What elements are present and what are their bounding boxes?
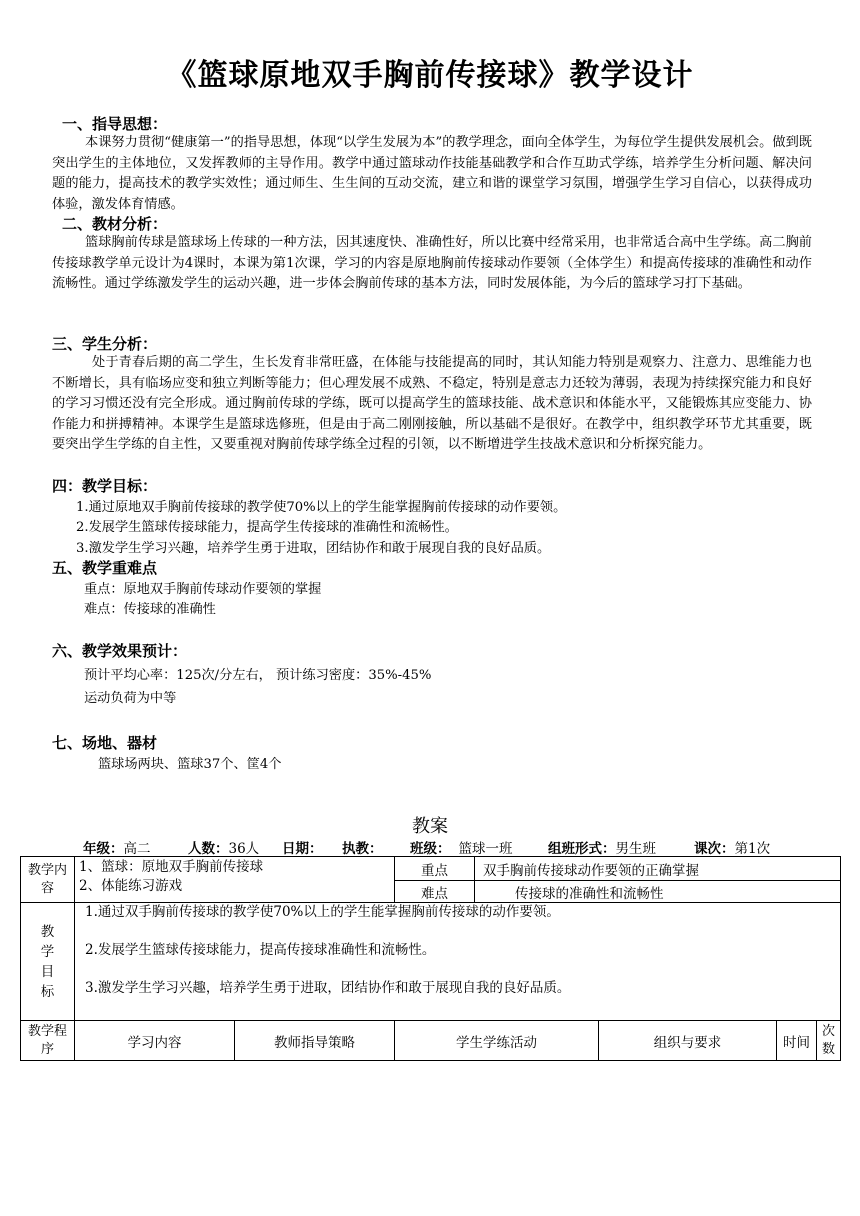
teaching-content-line: 1、篮球：原地双手胸前传接球 bbox=[79, 859, 264, 875]
lesson-plan-table bbox=[20, 856, 841, 1061]
difficult-point-label: 难点 bbox=[395, 881, 475, 903]
document-title: 《篮球原地双手胸前传接球》教学设计 bbox=[166, 58, 694, 93]
section-text-material-analysis: 篮球胸前传球是篮球场上传球的一种方法，因其速度快、准确性好，所以比赛中经常采用，也非常适合高中生学练。高二胸前传接球教学单元设计为4课时，本课为第1次课，学习的内容是原地胸前传接球动作要领（全体学生）和提高传接球的准确性和动作流畅性。通过学练激发学生的运动兴趣，进一步体会胸前传球的基本方法，同时发展体能，为今后的篮球学习打下基础。 bbox=[52, 235, 812, 291]
section-heading-student-analysis: 三、学生分析： bbox=[52, 335, 158, 353]
section-heading-teaching-goals: 四：教学目标： bbox=[52, 477, 158, 495]
teaching-goal-item: 1.通过原地双手胸前传接球的教学使70%以上的学生能掌握胸前传接球的动作要领。 bbox=[76, 500, 567, 515]
key-point-text: 重点：原地双手胸前传球动作要领的掌握 bbox=[84, 582, 322, 597]
meta-lesson-number: 课次：第1次 bbox=[694, 841, 771, 857]
section-heading-key-difficult: 五、教学重难点 bbox=[52, 559, 158, 577]
procedure-label: 教学程序 bbox=[21, 1021, 75, 1061]
teaching-goals-label bbox=[21, 903, 75, 1021]
teaching-content-line: 2、体能练习游戏 bbox=[79, 878, 183, 894]
column-header-time: 时间 bbox=[777, 1021, 817, 1061]
key-point-label: 重点 bbox=[395, 857, 475, 881]
teaching-goal-line: 2.发展学生篮球传接球能力，提高传接球准确性和流畅性。 bbox=[85, 942, 436, 958]
difficult-point-text: 难点：传接球的准确性 bbox=[84, 602, 216, 617]
lesson-plan-title: 教案 bbox=[412, 816, 448, 837]
expected-exercise-load: 运动负荷为中等 bbox=[84, 691, 177, 706]
teaching-goal-line: 1.通过双手胸前传接球的教学使70%以上的学生能掌握胸前传接球的动作要领。 bbox=[85, 904, 560, 920]
meta-student-count: 人数：36人 bbox=[188, 841, 260, 857]
teaching-goals-label-text: 教学目标 bbox=[40, 923, 55, 1000]
meta-date: 日期： bbox=[282, 841, 323, 857]
meta-teacher: 执教： bbox=[342, 841, 383, 857]
column-header-teacher-strategy: 教师指导策略 bbox=[235, 1021, 395, 1061]
section-text-guiding-thought: 本课努力贯彻“健康第一”的指导思想，体现“以学生发展为本”的教学理念，面向全体学生，为每位学生提供发展机会。做到既突出学生的主体地位，又发挥教师的主导作用。教学中通过篮球动作技能基础教学和合作互助式学练，培养学生分析问题、解决问题的能力，提高技术的教学实效性；通过师生、生生间的互动交流，建立和谐的课堂学习氛围，增强学生学习自信心，以获得成功体验，激发体育情感。 bbox=[52, 135, 812, 212]
difficult-point-value: 传接球的准确性和流畅性 bbox=[475, 881, 841, 903]
section-text-student-analysis: 处于青春后期的高二学生，生长发育非常旺盛，在体能与技能提高的同时，其认知能力特别是观察力、注意力、思维能力也不断增长，具有临场应变和独立判断等能力；但心理发展不成熟、不稳定，特别是意志力还较为薄弱，表现为持续探究能力和良好的学习习惯还没有完全形成。通过胸前传球的学练，既可以提高学生的篮球技能、战术意识和体能水平，又能锻炼其应变能力、协作能力和拼搏精神。本课学生是篮球选修班，但是由于高二刚刚接触，所以基础不是很好。在教学中，组织教学环节尤其重要，既要突出学生学练的自主性，又要重视对胸前传球学练全过程的引领，以不断增进学生技战术意识和分析探究能力。 bbox=[52, 355, 812, 452]
expected-heart-rate-density: 预计平均心率：125次/分左右， 预计练习密度：35%-45% bbox=[84, 668, 432, 683]
meta-class: 班级： 篮球一班 bbox=[410, 841, 513, 857]
meta-group-form: 组班形式：男生班 bbox=[548, 841, 656, 857]
key-point-value: 双手胸前传接球动作要领的正确掌握 bbox=[475, 857, 841, 881]
column-header-organization: 组织与要求 bbox=[599, 1021, 777, 1061]
venue-equipment-text: 篮球场两块、篮球37个、筐4个 bbox=[98, 757, 282, 772]
teaching-goals-cell bbox=[75, 903, 841, 1021]
meta-grade: 年级：高二 bbox=[83, 841, 151, 857]
teaching-goal-line: 3.激发学生学习兴趣，培养学生勇于进取，团结协作和敢于展现自我的良好品质。 bbox=[85, 980, 571, 996]
teaching-goal-item: 3.激发学生学习兴趣，培养学生勇于进取，团结协作和敢于展现自我的良好品质。 bbox=[76, 541, 551, 556]
column-header-student-activity: 学生学练活动 bbox=[395, 1021, 599, 1061]
column-header-count: 次数 bbox=[817, 1021, 841, 1061]
column-header-learning-content: 学习内容 bbox=[75, 1021, 235, 1061]
section-heading-material-analysis: 二、教材分析： bbox=[62, 215, 168, 233]
section-heading-expected-effect: 六、教学效果预计： bbox=[52, 642, 188, 660]
teaching-goal-item: 2.发展学生篮球传接球能力，提高学生传接球的准确性和流畅性。 bbox=[76, 520, 458, 535]
section-heading-guiding-thought: 一、指导思想： bbox=[62, 115, 168, 133]
section-heading-venue-equipment: 七、场地、器材 bbox=[52, 734, 158, 752]
teaching-content-label: 教学内容 bbox=[21, 857, 75, 903]
